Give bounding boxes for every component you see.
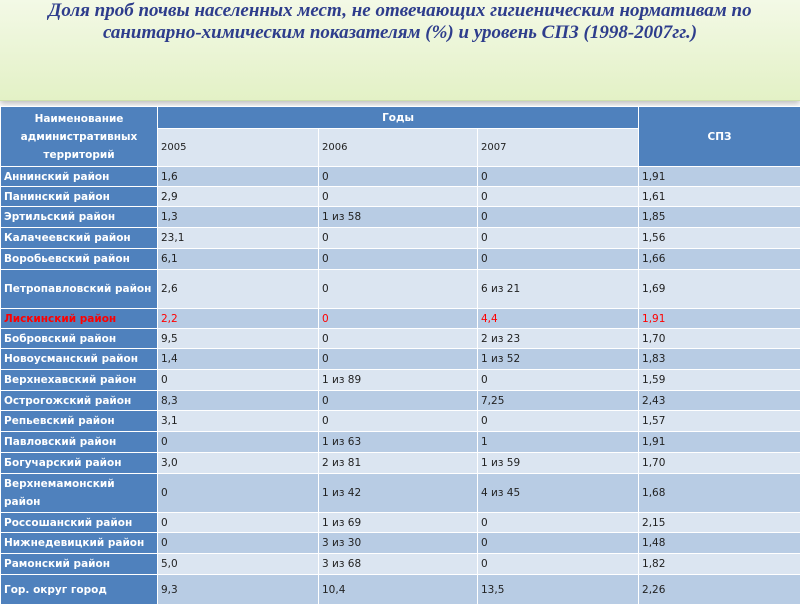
cell-spz: 1,70 bbox=[639, 329, 800, 349]
cell-2005: 1,3 bbox=[158, 207, 319, 228]
cell-2006: 0 bbox=[319, 411, 478, 432]
page-title: Доля проб почвы населенных мест, не отвечающих гигиеническим нормативам по санитарно-химическим показателям (%) и уровень СПЗ (1998-2007гг.) bbox=[30, 0, 770, 44]
cell-2006: 1 из 69 bbox=[319, 513, 478, 533]
cell-2007: 4,4 bbox=[478, 309, 639, 329]
data-table-container bbox=[0, 106, 800, 605]
cell-territory-name: Нижнедевицкий район bbox=[1, 533, 158, 554]
cell-spz: 1,82 bbox=[639, 554, 800, 575]
cell-2005: 0 bbox=[158, 474, 319, 513]
cell-territory-name: Богучарский район bbox=[1, 453, 158, 474]
cell-territory-name: Россошанский район bbox=[1, 513, 158, 533]
cell-spz: 2,43 bbox=[639, 391, 800, 411]
cell-2005: 8,3 bbox=[158, 391, 319, 411]
cell-2006: 0 bbox=[319, 329, 478, 349]
table-row bbox=[1, 249, 800, 270]
header-year-2005: 2005 bbox=[158, 129, 319, 167]
cell-spz: 1,66 bbox=[639, 249, 800, 270]
cell-2005: 9,5 bbox=[158, 329, 319, 349]
cell-spz: 1,91 bbox=[639, 309, 800, 329]
cell-2005: 0 bbox=[158, 370, 319, 391]
cell-2006: 0 bbox=[319, 167, 478, 187]
cell-2005: 3,1 bbox=[158, 411, 319, 432]
cell-spz: 2,26 bbox=[639, 575, 800, 605]
table-row bbox=[1, 533, 800, 554]
cell-2005: 1,6 bbox=[158, 167, 319, 187]
cell-spz: 1,91 bbox=[639, 167, 800, 187]
cell-2007: 0 bbox=[478, 411, 639, 432]
table-row bbox=[1, 270, 800, 309]
cell-2007: 1 из 52 bbox=[478, 349, 639, 370]
cell-2006: 0 bbox=[319, 187, 478, 207]
cell-2006: 3 из 68 bbox=[319, 554, 478, 575]
cell-spz: 1,59 bbox=[639, 370, 800, 391]
cell-2007: 1 из 59 bbox=[478, 453, 639, 474]
cell-territory-name: Новоусманский район bbox=[1, 349, 158, 370]
cell-territory-name: Острогожский район bbox=[1, 391, 158, 411]
cell-2005: 1,4 bbox=[158, 349, 319, 370]
cell-spz: 1,85 bbox=[639, 207, 800, 228]
table-row bbox=[1, 513, 800, 533]
cell-2007: 6 из 21 bbox=[478, 270, 639, 309]
cell-2007: 0 bbox=[478, 167, 639, 187]
cell-2006: 1 из 42 bbox=[319, 474, 478, 513]
cell-2007: 2 из 23 bbox=[478, 329, 639, 349]
cell-2006: 1 из 89 bbox=[319, 370, 478, 391]
header-year-2007: 2007 bbox=[478, 129, 639, 167]
cell-spz: 1,83 bbox=[639, 349, 800, 370]
header-year-2006: 2006 bbox=[319, 129, 478, 167]
table-row bbox=[1, 432, 800, 453]
table-row bbox=[1, 453, 800, 474]
cell-2005: 0 bbox=[158, 513, 319, 533]
cell-2005: 2,9 bbox=[158, 187, 319, 207]
title-band bbox=[0, 0, 800, 101]
cell-2006: 2 из 81 bbox=[319, 453, 478, 474]
cell-2007: 1 bbox=[478, 432, 639, 453]
cell-2007: 0 bbox=[478, 533, 639, 554]
cell-2007: 0 bbox=[478, 249, 639, 270]
header-territory: Наименование административных территорий bbox=[1, 107, 158, 167]
table-body bbox=[1, 167, 800, 605]
soil-samples-table bbox=[0, 106, 800, 605]
cell-spz: 1,70 bbox=[639, 453, 800, 474]
cell-spz: 1,91 bbox=[639, 432, 800, 453]
cell-spz: 1,48 bbox=[639, 533, 800, 554]
cell-territory-name: Верхнемамонский район bbox=[1, 474, 158, 513]
cell-spz: 1,68 bbox=[639, 474, 800, 513]
header-spz: СПЗ bbox=[639, 107, 800, 167]
cell-territory-name: Гор. округ город bbox=[1, 575, 158, 605]
cell-2006: 0 bbox=[319, 349, 478, 370]
cell-2006: 0 bbox=[319, 270, 478, 309]
cell-2006: 0 bbox=[319, 249, 478, 270]
cell-territory-name: Верхнехавский район bbox=[1, 370, 158, 391]
cell-spz: 1,69 bbox=[639, 270, 800, 309]
cell-2005: 2,6 bbox=[158, 270, 319, 309]
cell-territory-name: Лискинский район bbox=[1, 309, 158, 329]
cell-territory-name: Павловский район bbox=[1, 432, 158, 453]
table-row bbox=[1, 167, 800, 187]
table-row bbox=[1, 349, 800, 370]
cell-spz: 1,61 bbox=[639, 187, 800, 207]
cell-territory-name: Бобровский район bbox=[1, 329, 158, 349]
cell-2006: 1 из 63 bbox=[319, 432, 478, 453]
table-row bbox=[1, 228, 800, 249]
cell-2005: 3,0 bbox=[158, 453, 319, 474]
cell-territory-name: Аннинский район bbox=[1, 167, 158, 187]
cell-spz: 1,56 bbox=[639, 228, 800, 249]
cell-2005: 0 bbox=[158, 533, 319, 554]
cell-2007: 13,5 bbox=[478, 575, 639, 605]
table-row bbox=[1, 309, 800, 329]
cell-2005: 23,1 bbox=[158, 228, 319, 249]
cell-2005: 0 bbox=[158, 432, 319, 453]
table-row bbox=[1, 411, 800, 432]
header-years: Годы bbox=[158, 107, 639, 129]
cell-territory-name: Репьевский район bbox=[1, 411, 158, 432]
table-row bbox=[1, 329, 800, 349]
cell-2005: 5,0 bbox=[158, 554, 319, 575]
table-row bbox=[1, 391, 800, 411]
cell-territory-name: Эртильский район bbox=[1, 207, 158, 228]
table-row bbox=[1, 370, 800, 391]
cell-territory-name: Панинский район bbox=[1, 187, 158, 207]
table-row bbox=[1, 187, 800, 207]
cell-2005: 9,3 bbox=[158, 575, 319, 605]
cell-territory-name: Калачеевский район bbox=[1, 228, 158, 249]
table-row bbox=[1, 554, 800, 575]
cell-2007: 0 bbox=[478, 187, 639, 207]
cell-2005: 6,1 bbox=[158, 249, 319, 270]
cell-2007: 7,25 bbox=[478, 391, 639, 411]
cell-2006: 0 bbox=[319, 391, 478, 411]
cell-2005: 2,2 bbox=[158, 309, 319, 329]
cell-territory-name: Рамонский район bbox=[1, 554, 158, 575]
cell-spz: 1,57 bbox=[639, 411, 800, 432]
cell-2006: 0 bbox=[319, 228, 478, 249]
cell-2006: 10,4 bbox=[319, 575, 478, 605]
cell-territory-name: Воробьевский район bbox=[1, 249, 158, 270]
cell-2007: 0 bbox=[478, 370, 639, 391]
cell-spz: 2,15 bbox=[639, 513, 800, 533]
table-row bbox=[1, 575, 800, 605]
cell-2007: 0 bbox=[478, 513, 639, 533]
cell-2006: 3 из 30 bbox=[319, 533, 478, 554]
table-row bbox=[1, 207, 800, 228]
cell-2006: 0 bbox=[319, 309, 478, 329]
cell-2007: 0 bbox=[478, 228, 639, 249]
cell-territory-name: Петропавловский район bbox=[1, 270, 158, 309]
cell-2007: 0 bbox=[478, 207, 639, 228]
cell-2006: 1 из 58 bbox=[319, 207, 478, 228]
table-row bbox=[1, 474, 800, 513]
cell-2007: 4 из 45 bbox=[478, 474, 639, 513]
cell-2007: 0 bbox=[478, 554, 639, 575]
